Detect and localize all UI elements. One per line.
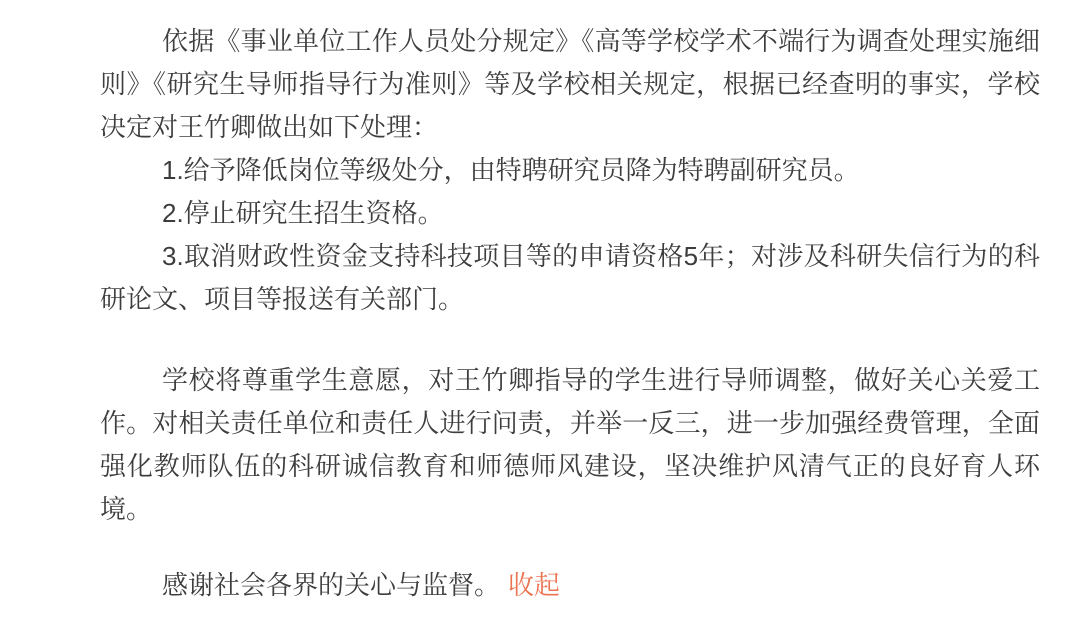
closing-line (100, 564, 1040, 607)
decision-item-3: 3.取消财政性资金支持科技项目等的申请资格5年；对涉及科研失信行为的科研论文、项目等报送有关部门。 (100, 241, 1040, 314)
decision-item-1: 1.给予降低岗位等级处分，由特聘研究员降为特聘副研究员。 (162, 155, 860, 185)
collapse-link[interactable]: 收起 (508, 570, 561, 600)
decision-item-2: 2.停止研究生招生资格。 (162, 198, 444, 228)
closing-text: 感谢社会各界的关心与监督。 (162, 570, 501, 600)
intro-paragraph: 依据《事业单位工作人员处分规定》《高等学校学术不端行为调查处理实施细则》《研究生导师指导行为准则》等及学校相关规定，根据已经查明的事实，学校决定对王竹卿做出如下处理： (100, 26, 1040, 142)
followup-paragraph: 学校将尊重学生意愿，对王竹卿指导的学生进行导师调整，做好关心关爱工作。对相关责任单位和责任人进行问责，并举一反三，进一步加强经费管理，全面强化教师队伍的科研诚信教育和师德师风建设，坚决维护风清气正的良好育人环境。 (100, 365, 1040, 524)
